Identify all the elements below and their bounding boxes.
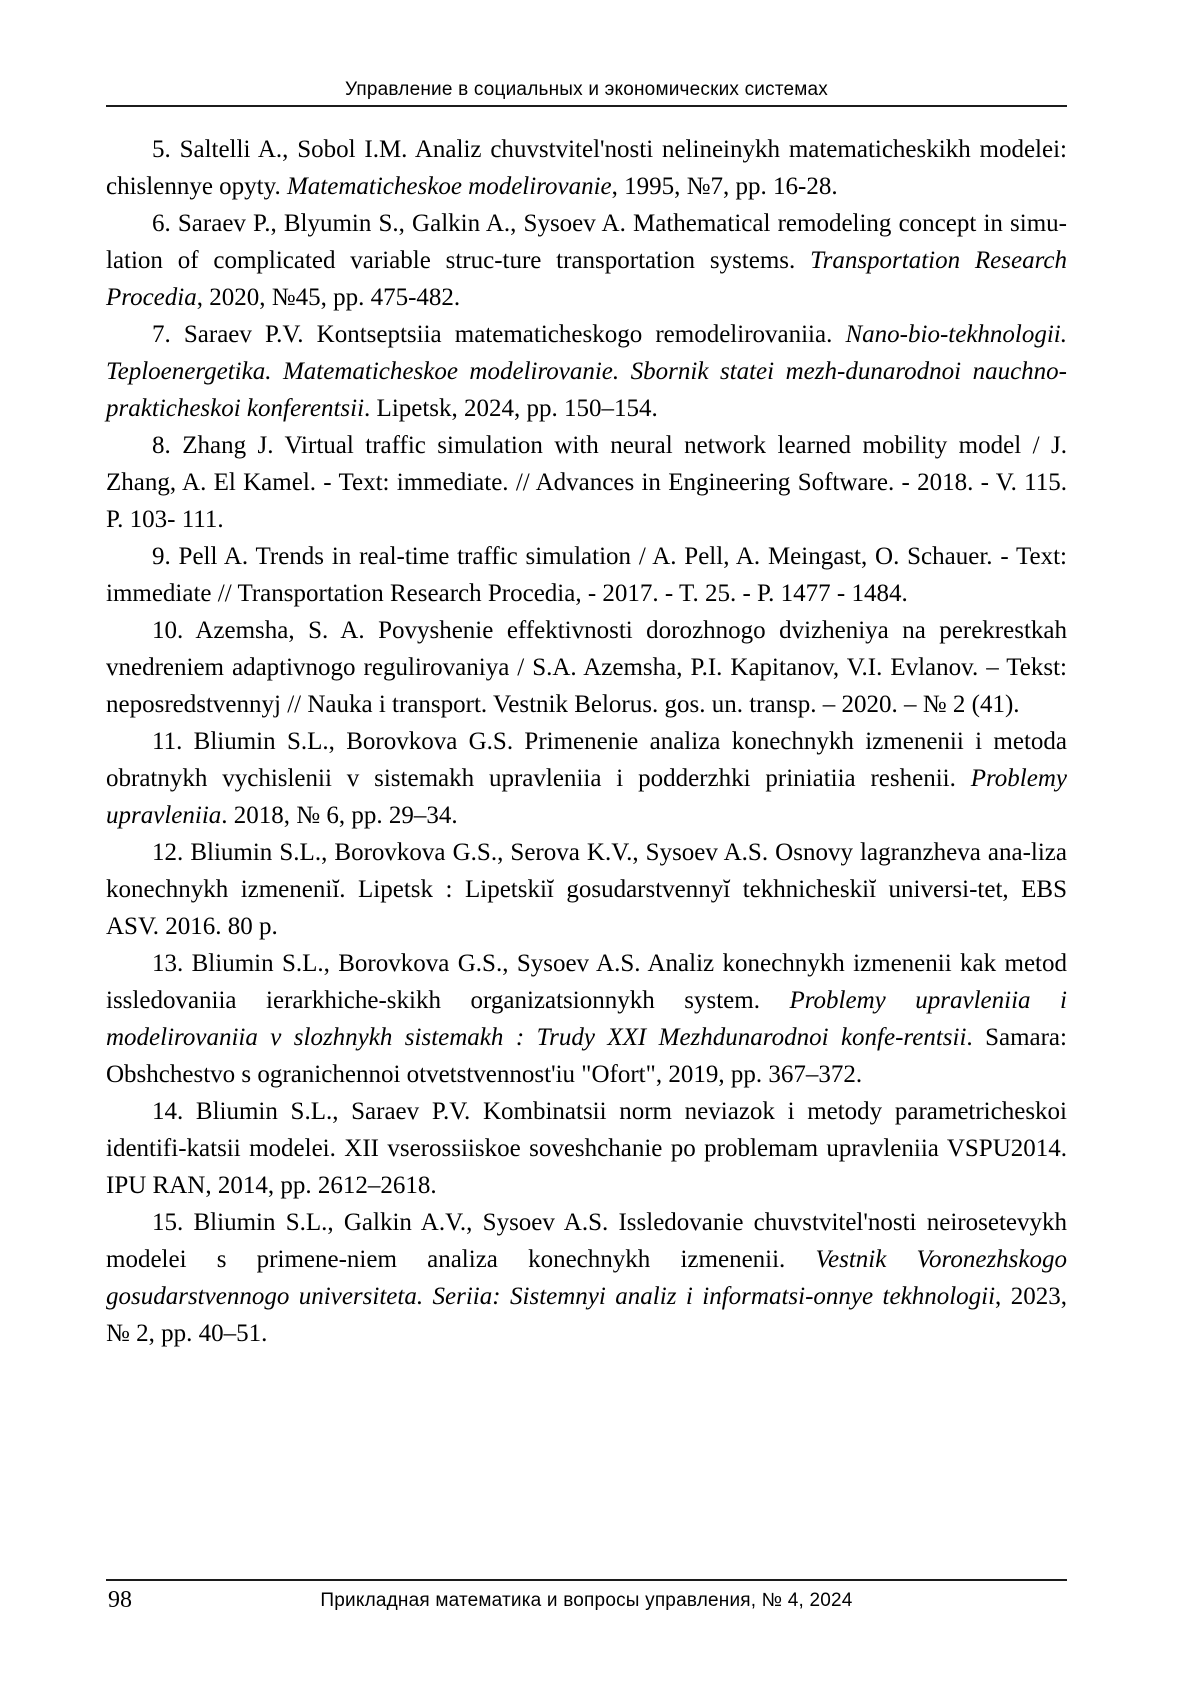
reference-text: 13. Bliumin S.L., Borovkova G.S., Sysoev A.S. Analiz konechnykh izmenenii kak metod issledovaniia ierarkhiche-skikh organizatsionnykh system. [106,950,1067,1014]
reference-text: 11. Bliumin S.L., Borovkova G.S. Primenenie analiza konechnykh izmenenii i metoda obratnykh vychislenii v sistemakh upravleniia i podderzhki priniatiia reshenii. [106,728,1067,792]
reference-item [106,538,1067,612]
journal-footer-line: Прикладная математика и вопросы управления, № 4, 2024 [320,1590,853,1611]
reference-item [106,834,1067,945]
reference-item [106,316,1067,427]
reference-item [106,1204,1067,1352]
reference-text: 7. Saraev P.V. Kontseptsiia matematicheskogo remodelirovaniia. [152,321,846,348]
reference-text: 9. Pell A. Trends in real-time traffic simulation / A. Pell, A. Meingast, O. Schauer. - Text: immediate // Transportation Research Procedia, - 2017. - T. 25. - P. 1477 - 1484. [106,543,1067,607]
reference-source-title: Matematicheskoe modelirovanie [286,173,612,200]
reference-text: 8. Zhang J. Virtual traffic simulation with neural network learned mobility model / J. Zhang, A. El Kamel. - Text: immediate. // Advances in Engineering Software. - 2018. - V. 115. P. 103- 111. [106,432,1067,533]
reference-source-title: Vestnik Voronezhskogo gosudarstvennogo universiteta. Seriia: Sistemnyi analiz i informatsi-onnye tekhnologii [106,1246,1068,1310]
reference-source-title: Problemy upravleniia [106,765,1067,829]
page-footer [106,1579,1067,1619]
reference-item [106,205,1067,316]
reference-text: , 1995, №7, pp. 16-28. [611,173,838,200]
reference-text: 12. Bliumin S.L., Borovkova G.S., Serova K.V., Sysoev A.S. Osnovy lagranzheva ana-liza konechnykh izmeneniĭ. Lipetsk : Lipetskiĭ gosudarstvennyĭ tekhnicheskiĭ universi-tet, EBS ASV. 2016. 80 p. [106,839,1067,940]
reference-text: , 2020, №45, pp. 475-482. [196,284,461,311]
reference-text: , 2023, № 2, pp. 40–51. [106,1283,1067,1347]
reference-source-title: Problemy upravleniia i modelirovaniia v slozhnykh sistemakh : Trudy XXI Mezhdunarodnoi konfe-rentsii [106,987,1067,1051]
reference-item [106,131,1067,205]
reference-text: 6. Saraev P., Blyumin S., Galkin A., Sysoev A. Mathematical remodeling concept in simu-lation of complicated variable struc-ture transportation systems. [106,210,1067,274]
reference-item [106,945,1067,1093]
page-header [106,0,1067,107]
reference-item [106,723,1067,834]
reference-text: . Lipetsk, 2024, pp. 150–154. [364,395,658,422]
reference-text: . 2018, № 6, pp. 29–34. [221,802,458,829]
reference-text: 15. Bliumin S.L., Galkin A.V., Sysoev A.S. Issledovanie chuvstvitel'nosti neirosetevykh modelei s primene-niem analiza konechnykh izmenenii. [106,1209,1067,1273]
page-number: 98 [108,1587,132,1613]
reference-source-title: Nano-bio-tekhnologii. Teploenergetika. Matematicheskoe modelirovanie. Sbornik statei mezh-dunarodnoi nauchno-prakticheskoi konferentsii [106,321,1067,422]
reference-item [106,1093,1067,1204]
reference-text: 14. Bliumin S.L., Saraev P.V. Kombinatsii norm neviazok i metody parametricheskoi identifi-katsii modelei. XII vserossiiskoe soveshchanie po problemam upravleniia VSPU2014. IPU RAN, 2014, pp. 2612–2618. [106,1098,1067,1199]
reference-item [106,612,1067,723]
running-head: Управление в социальных и экономических системах [344,79,828,100]
reference-source-title: Transportation Research Procedia [106,247,1067,311]
reference-text: 5. Saltelli A., Sobol I.M. Analiz chuvstvitel'nosti nelineinykh matematicheskikh modelei: chislennye opyty. [106,136,1067,200]
reference-text: 10. Azemsha, S. A. Povyshenie effektivnosti dorozhnogo dvizheniya na perekrestkah vnedreniem adaptivnogo regulirovaniya / S.A. Azemsha, P.I. Kapitanov, V.I. Evlanov. – Tekst: neposredstvennyj // Nauka i transport. Vestnik Belorus. gos. un. transp. – 2020. – № 2 (41). [106,617,1067,718]
reference-item [106,427,1067,538]
reference-text: . Samara: Obshchestvo s ogranichennoi otvetstvennost'iu "Ofort", 2019, pp. 367–372. [106,1024,1067,1088]
references-list [106,131,1067,1352]
